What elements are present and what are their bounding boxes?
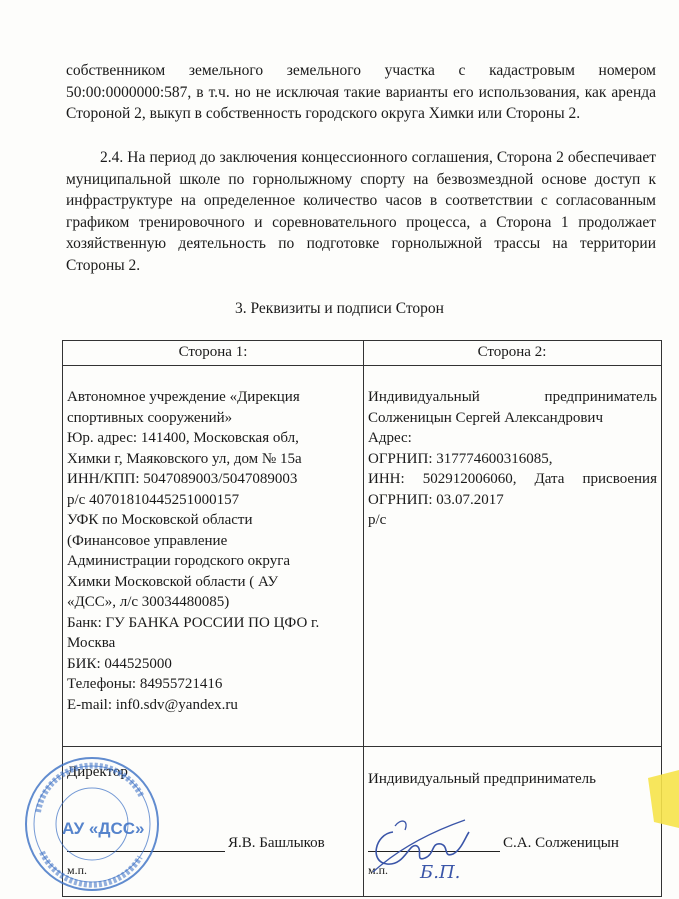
section-title: 3. Реквизиты и подписи Сторон [235,300,444,317]
side1-line: Телефоны: 84955721416 [67,676,223,692]
side1-line: спортивных сооружений» [67,409,233,426]
side1-header: Сторона 1: [178,344,248,360]
side1-sign-name: Я.В. Башлыков [228,835,325,851]
side1-line: Банк: ГУ БАНКА РОССИИ ПО ЦФО г. [67,614,320,631]
side2-line: ОГРНИП: 317774600316085, [368,450,553,467]
side2-line: ИНН: 502912006060, Дата присвоения [368,471,657,487]
header-divider [63,365,661,366]
signature-row-divider [63,746,661,747]
side1-line: Юр. адрес: 141400, Московская обл, [67,430,299,446]
side2-line: р/с [368,512,387,528]
initials-text: Б.П. [420,862,461,883]
side2-mp-label: м.п. [368,863,389,877]
side1-line: Москва [67,635,116,651]
side1-line: E-mail: inf0.sdv@yandex.ru [67,696,238,713]
side1-requisites [67,387,359,715]
side2-sign-name: С.А. Солженицын [503,835,619,851]
side1-sign-title: Директор [67,764,128,780]
stamp-text: АУ «ДСС» [62,819,145,838]
side2-requisites [368,387,657,531]
side1-line: ИНН/КПП: 5047089003/5047089003 [67,471,298,487]
side1-line: Химки Московской области ( АУ [67,573,279,590]
side1-line: Автономное учреждение «Дирекция [67,389,300,405]
side2-line: Индивидуальный предприниматель [368,389,657,405]
side1-mp-label: м.п. [67,863,88,877]
side1-line: «ДСС», л/с 30034480085) [67,594,230,610]
paragraph-2-4: 2.4. На период до заключения концессионного соглашения, Сторона 2 обеспечивает муниципальной школе по горнолыжному спорту на безвозмездной основе доступ к инфраструктуре на определенное количество часов в соответствии с согласованным графиком тренировочного и соревновательного процесса, а Сторона 1 продолжает хозяйственную деятельность по подготовке горнолыжной трассы на территории Стороны 2. [66,149,656,274]
side1-line: (Финансовое управление [67,532,228,549]
side1-line: Химки г, Маяковского ул, дом № 15а [67,450,302,467]
side2-line: ОГРНИП: 03.07.2017 [368,491,504,508]
side2-sign-title: Индивидуальный предприниматель [368,771,596,787]
side1-line: р/с 40701810445251000157 [67,491,240,508]
stamp-seal-icon [22,752,162,897]
paragraph-1: собственником земельного земельного участка с кадастровым номером 50:00:0000000:587, в т.ч. но не исключая такие варианты его использования, как аренда Стороной 2, выкуп в собственность городского округа Химки или Стороны 2. [66,62,656,123]
side2-line: Солженицын Сергей Александрович [368,409,603,426]
handwritten-initials-icon [418,858,468,886]
side2-line: Адрес: [368,430,412,446]
side1-line: УФК по Московской области [67,512,253,528]
highlighter-mark-icon [640,770,679,830]
side1-line: Администрации городского округа [67,553,291,569]
side2-header: Сторона 2: [477,344,547,360]
side1-line: БИК: 044525000 [67,655,172,672]
column-divider [363,341,364,896]
